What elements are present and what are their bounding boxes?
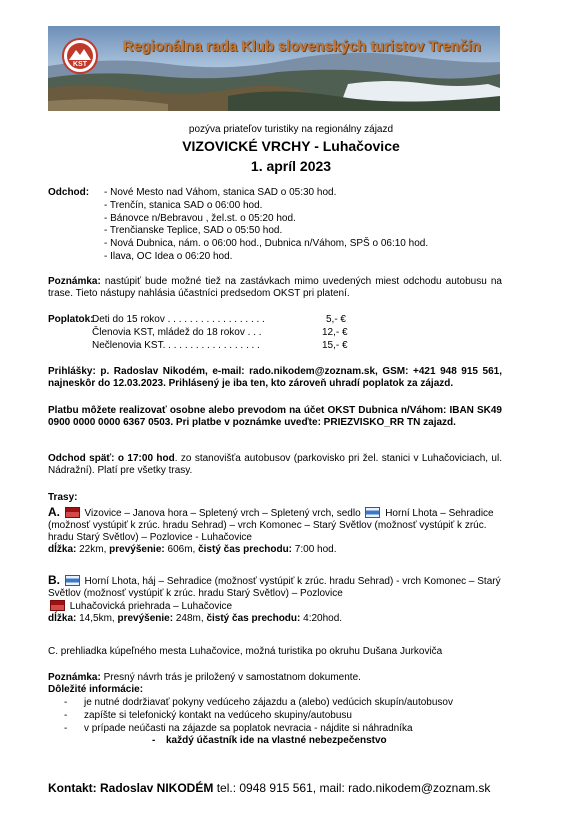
bullet-dash: - <box>152 735 156 746</box>
departure-list <box>104 187 428 264</box>
note-text: nastúpiť bude možné tiež na zastávkach mimo uvedených miest odchodu autobusu na trase. Tieto nástupy nahlásia účastníci predsedom OKST pri platení. <box>48 276 502 299</box>
registration-text <box>48 366 502 390</box>
event-title: VIZOVICKÉ VRCHY - Luhačovice <box>182 138 400 154</box>
registration-body: p. Radoslav Nikodém, e-mail: rado.nikodem@zoznam.sk, GSM: +421 948 915 561, najneskôr do 12.03.2023. Prihlásený je iba ten, kto zároveň uhradí poplatok za zájazd. <box>48 366 502 389</box>
banner-title: Regionálna rada Klub slovenských turistov Trenčín <box>123 39 481 55</box>
route-text: Vizovice – Janova hora – Spletený vrch – Spletený vrch, sedlo <box>81 508 364 519</box>
registration-label: Prihlášky: <box>48 366 96 377</box>
routes-label: Trasy: <box>48 492 78 503</box>
route-text: Horní Lhota, háj – Sehradice (možnosť vystúpiť k zrúc. hradu Sehrad) - vrch Komonec – Starý Světlov (možnosť vystúpiť k zrúc. hradu Starý Světlov) – Pozlovice <box>48 576 501 599</box>
return-body: . zo stanovišťa autobusov (parkovisko pri žel. stanici v Luhačoviciach, ul. Nádražní). Platí pre všetky trasy. <box>48 453 502 476</box>
kst-logo-icon <box>62 38 98 74</box>
stat-label: dĺžka: <box>48 613 77 625</box>
route-c: C. prehliadka kúpeľného mesta Luhačovice, možná turistika po okruhu Dušana Jurkoviča <box>48 646 443 657</box>
stat-value: 14,5km, <box>76 613 118 625</box>
departure-item: - Ilava, OC Idea o 06:20 hod. <box>104 250 233 262</box>
route-text: Horní Lhota – Sehradice (možnosť vystúpiť k zrúc. hradu Sehrad) – vrch Komonec – Starý Světlov (možnosť vystúpiť k zrúc. hradu Starý Světlov) – Pozlovice - Luhačovice <box>48 508 494 543</box>
info-item <box>64 723 453 736</box>
important-info-list <box>64 697 453 735</box>
fee-price: 12,- € <box>322 327 348 338</box>
stat-value: 606m, <box>164 544 199 555</box>
fee-price: 15,- € <box>322 340 348 351</box>
return-label: Odchod späť: <box>48 453 115 464</box>
red-trail-marker-icon <box>50 600 65 611</box>
plan-note <box>48 672 361 684</box>
info-text: je nutné dodržiavať pokyny vedúceho zájazdu a (alebo) vedúcich skupín/autobusov <box>84 697 453 708</box>
departure-item: - Trenčianske Teplice, SAD o 05:50 hod. <box>104 225 283 237</box>
fee-name: Členovia KST, mládež do 18 rokov . . . <box>92 327 262 338</box>
note-label: Poznámka: <box>48 276 101 287</box>
return-text <box>48 453 502 477</box>
stat-value: 7:00 hod. <box>292 544 337 555</box>
stat-value: 22km, <box>76 544 110 555</box>
route-a <box>48 506 502 556</box>
departure-item: - Trenčín, stanica SAD o 06:00 hod. <box>104 199 263 211</box>
stat-label: čistý čas prechodu: <box>198 544 293 555</box>
route-letter: B. <box>48 573 60 587</box>
invitation-intro: pozýva priateľov turistiky na regionálny zájazd <box>188 124 394 135</box>
fee-row <box>92 314 346 326</box>
bullet-dash: - <box>64 697 68 708</box>
info-text: zapíšte si telefonický kontakt na vedúceho skupiny/autobusu <box>84 709 352 721</box>
plan-note-label: Poznámka: <box>48 672 101 683</box>
route-text: Luhačovická priehrada – Luhačovice <box>67 601 233 613</box>
departure-item: - Nové Mesto nad Váhom, stanica SAD o 05:30 hod. <box>104 187 337 198</box>
return-time: o 17:00 hod <box>114 453 175 464</box>
stat-label: prevýšenie: <box>109 544 165 555</box>
stat-label: dĺžka: <box>48 544 77 555</box>
departure-item: - Bánovce n/Bebravou , žel.st. o 05:20 hod. <box>104 212 296 224</box>
contact-details: tel.: 0948 915 561, mail: rado.nikodem@zoznam.sk <box>213 781 491 795</box>
header-banner <box>48 26 500 111</box>
info-item <box>64 710 453 723</box>
stat-label: prevýšenie: <box>117 613 174 625</box>
departure-label: Odchod: <box>48 187 90 198</box>
departure-item: - Nová Dubnica, nám. o 06:00 hod., Dubnica n/Váhom, SPŠ o 06:10 hod. <box>104 238 429 250</box>
info-text: v prípade neúčasti na zájazde sa poplatok nevracia - nájdite si náhradníka <box>84 722 413 734</box>
info-item <box>64 697 453 710</box>
important-info-label: Dôležité informácie: <box>48 684 144 695</box>
stat-value: 4:20hod. <box>300 613 343 625</box>
payment-text: Platbu môžete realizovať osobne alebo prevodom na účet OKST Dubnica n/Váhom: IBAN SK49 0900 0000 0000 6367 0503. Pri platbe v poznámke uveďte: PRIEZVISKO_RR TN zajazd. <box>48 405 502 428</box>
bullet-dash: - <box>64 709 68 721</box>
stat-label: čistý čas prechodu: <box>206 613 301 625</box>
fee-row <box>92 340 348 352</box>
boarding-note <box>48 276 502 300</box>
route-letter: A. <box>48 505 60 519</box>
event-date: 1. apríl 2023 <box>250 158 332 174</box>
bullet-dash: - <box>64 722 68 734</box>
fee-label: Poplatok: <box>48 314 94 325</box>
info-text: každý účastník ide na vlastné nebezpečenstvo <box>166 735 387 746</box>
fee-name: Deti do 15 rokov . . . . . . . . . . . . . . . . . . <box>92 314 265 325</box>
fee-price: 5,- € <box>325 314 346 325</box>
fee-row <box>92 327 348 339</box>
route-b <box>48 574 502 625</box>
red-trail-marker-icon <box>65 507 80 518</box>
logo-text: KST <box>73 61 87 68</box>
fee-name: Nečlenovia KST. . . . . . . . . . . . . . . . . . <box>92 340 260 351</box>
blue-trail-marker-icon <box>365 507 380 518</box>
info-item-last <box>152 735 387 747</box>
plan-note-text: Presný návrh trás je priložený v samostatnom dokumente. <box>100 672 361 683</box>
blue-trail-marker-icon <box>65 575 80 586</box>
stat-value: 248m, <box>173 613 207 625</box>
contact-label: Kontakt: Radoslav NIKODÉM <box>48 781 214 795</box>
contact-line <box>48 781 490 795</box>
